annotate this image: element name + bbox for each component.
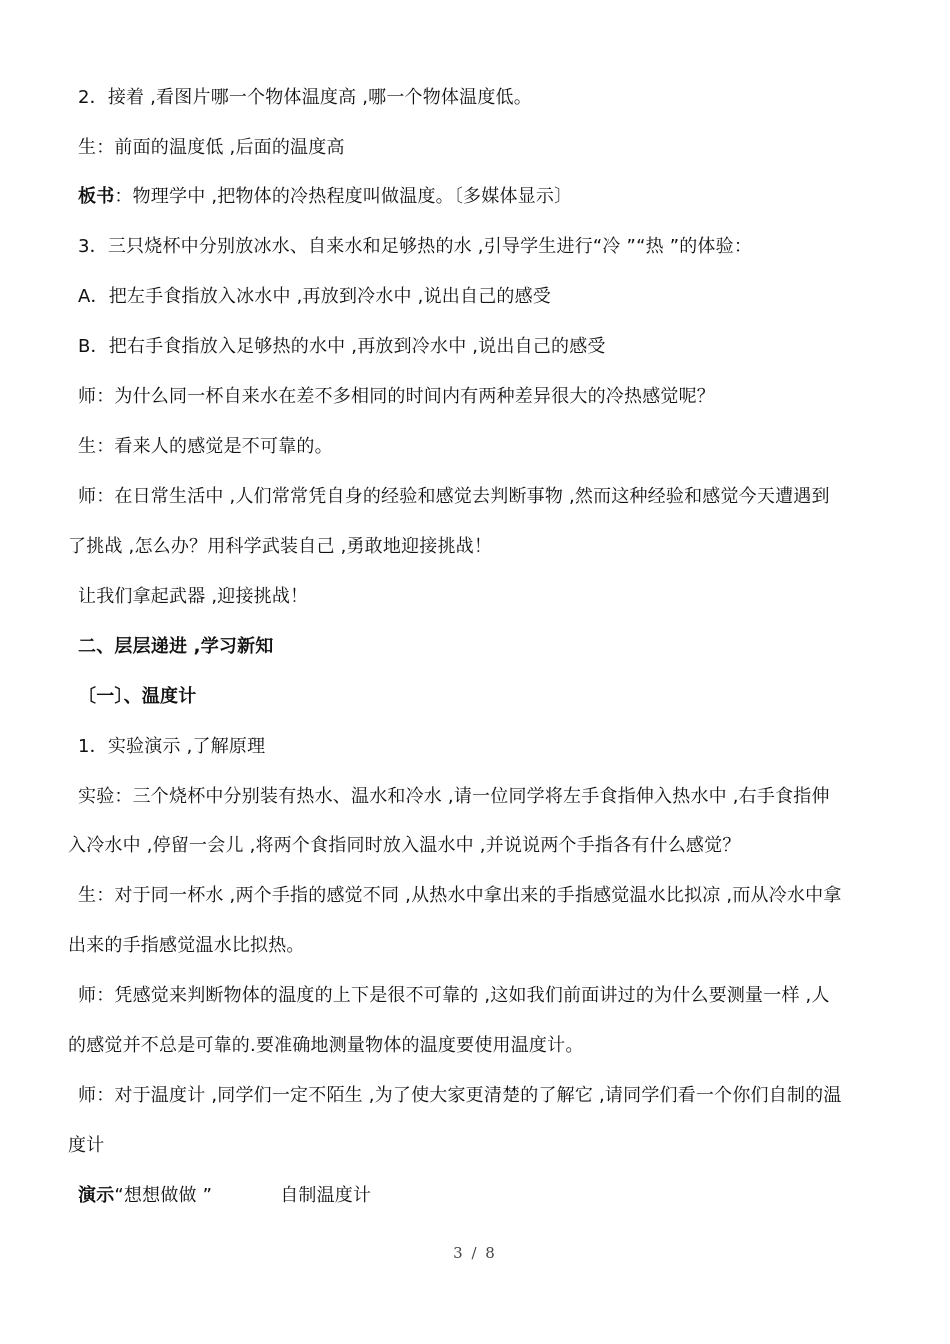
- paragraph-experiment-demo: 1．实验演示 ,了解原理: [78, 736, 266, 757]
- blackboard-text: ：物理学中 ,把物体的冷热程度叫做温度。〔多媒体显示〕: [114, 186, 573, 207]
- paragraph-teacher-thermometer-line2: 度计: [68, 1135, 105, 1156]
- demo-quote: “想想做做 ”: [114, 1185, 213, 1206]
- subsection-heading-thermometer: 〔一〕、温度计: [78, 686, 197, 707]
- section-heading-2: 二、层层递进 ,学习新知: [78, 636, 274, 657]
- paragraph-step-a: A．把左手食指放入冰水中 ,再放到冷水中 ,说出自己的感受: [78, 286, 551, 307]
- page-number: 3 / 8: [453, 1244, 497, 1262]
- paragraph-student-answer-3-line1: 生：对于同一杯水 ,两个手指的感觉不同 ,从热水中拿出来的手指感觉温水比拟凉 ,而从冷水中拿: [78, 885, 842, 906]
- paragraph-demo-homemade-thermometer: [78, 1182, 371, 1210]
- paragraph-student-answer-1: 生：前面的温度低 ,后面的温度高: [78, 137, 345, 158]
- paragraph-teacher-question: 师：为什么同一杯自来水在差不多相同的时间内有两种差异很大的冷热感觉呢？: [78, 386, 715, 407]
- paragraph-student-answer-3-line2: 出来的手指感觉温水比拟热。: [68, 935, 305, 956]
- paragraph-experiment-line2: 入冷水中 ,停留一会儿 ,将两个食指同时放入温水中 ,并说说两个手指各有什么感觉？: [68, 835, 741, 856]
- paragraph-student-answer-2: 生：看来人的感觉是不可靠的。: [78, 436, 333, 457]
- paragraph-step-2: 2．接着 ,看图片哪一个物体温度高 ,哪一个物体温度低。: [78, 87, 532, 108]
- paragraph-blackboard: [78, 183, 572, 211]
- paragraph-take-weapons: 让我们拿起武器 ,迎接挑战！: [78, 586, 309, 607]
- demo-label: 演示: [78, 1185, 115, 1206]
- paragraph-step-3: 3．三只烧杯中分别放冰水、自来水和足够热的水 ,引导学生进行“冷 ”“热 ”的体验：: [78, 236, 753, 257]
- paragraph-teacher-feeling-line2: 的感觉并不总是可靠的.要准确地测量物体的温度要使用温度计。: [68, 1035, 584, 1056]
- paragraph-teacher-daily-life-line2: 了挑战 ,怎么办？用科学武装自己 ,勇敢地迎接挑战！: [68, 536, 493, 557]
- paragraph-teacher-daily-life-line1: 师：在日常生活中 ,人们常常凭自身的经验和感觉去判断事物 ,然而这种经验和感觉今天遭遇到: [78, 486, 830, 507]
- paragraph-teacher-thermometer-line1: 师：对于温度计 ,同学们一定不陌生 ,为了使大家更清楚的了解它 ,请同学们看一个你们自制的温: [78, 1085, 842, 1106]
- blackboard-label: 板书: [78, 186, 115, 207]
- demo-text: 自制温度计: [280, 1185, 372, 1206]
- paragraph-step-b: B．把右手食指放入足够热的水中 ,再放到冷水中 ,说出自己的感受: [78, 336, 606, 357]
- paragraph-experiment-line1: 实验：三个烧杯中分别装有热水、温水和冷水 ,请一位同学将左手食指伸入热水中 ,右手食指伸: [78, 786, 830, 807]
- paragraph-teacher-feeling-line1: 师：凭感觉来判断物体的温度的上下是很不可靠的 ,这如我们前面讲过的为什么要测量一样 ,人: [78, 985, 830, 1006]
